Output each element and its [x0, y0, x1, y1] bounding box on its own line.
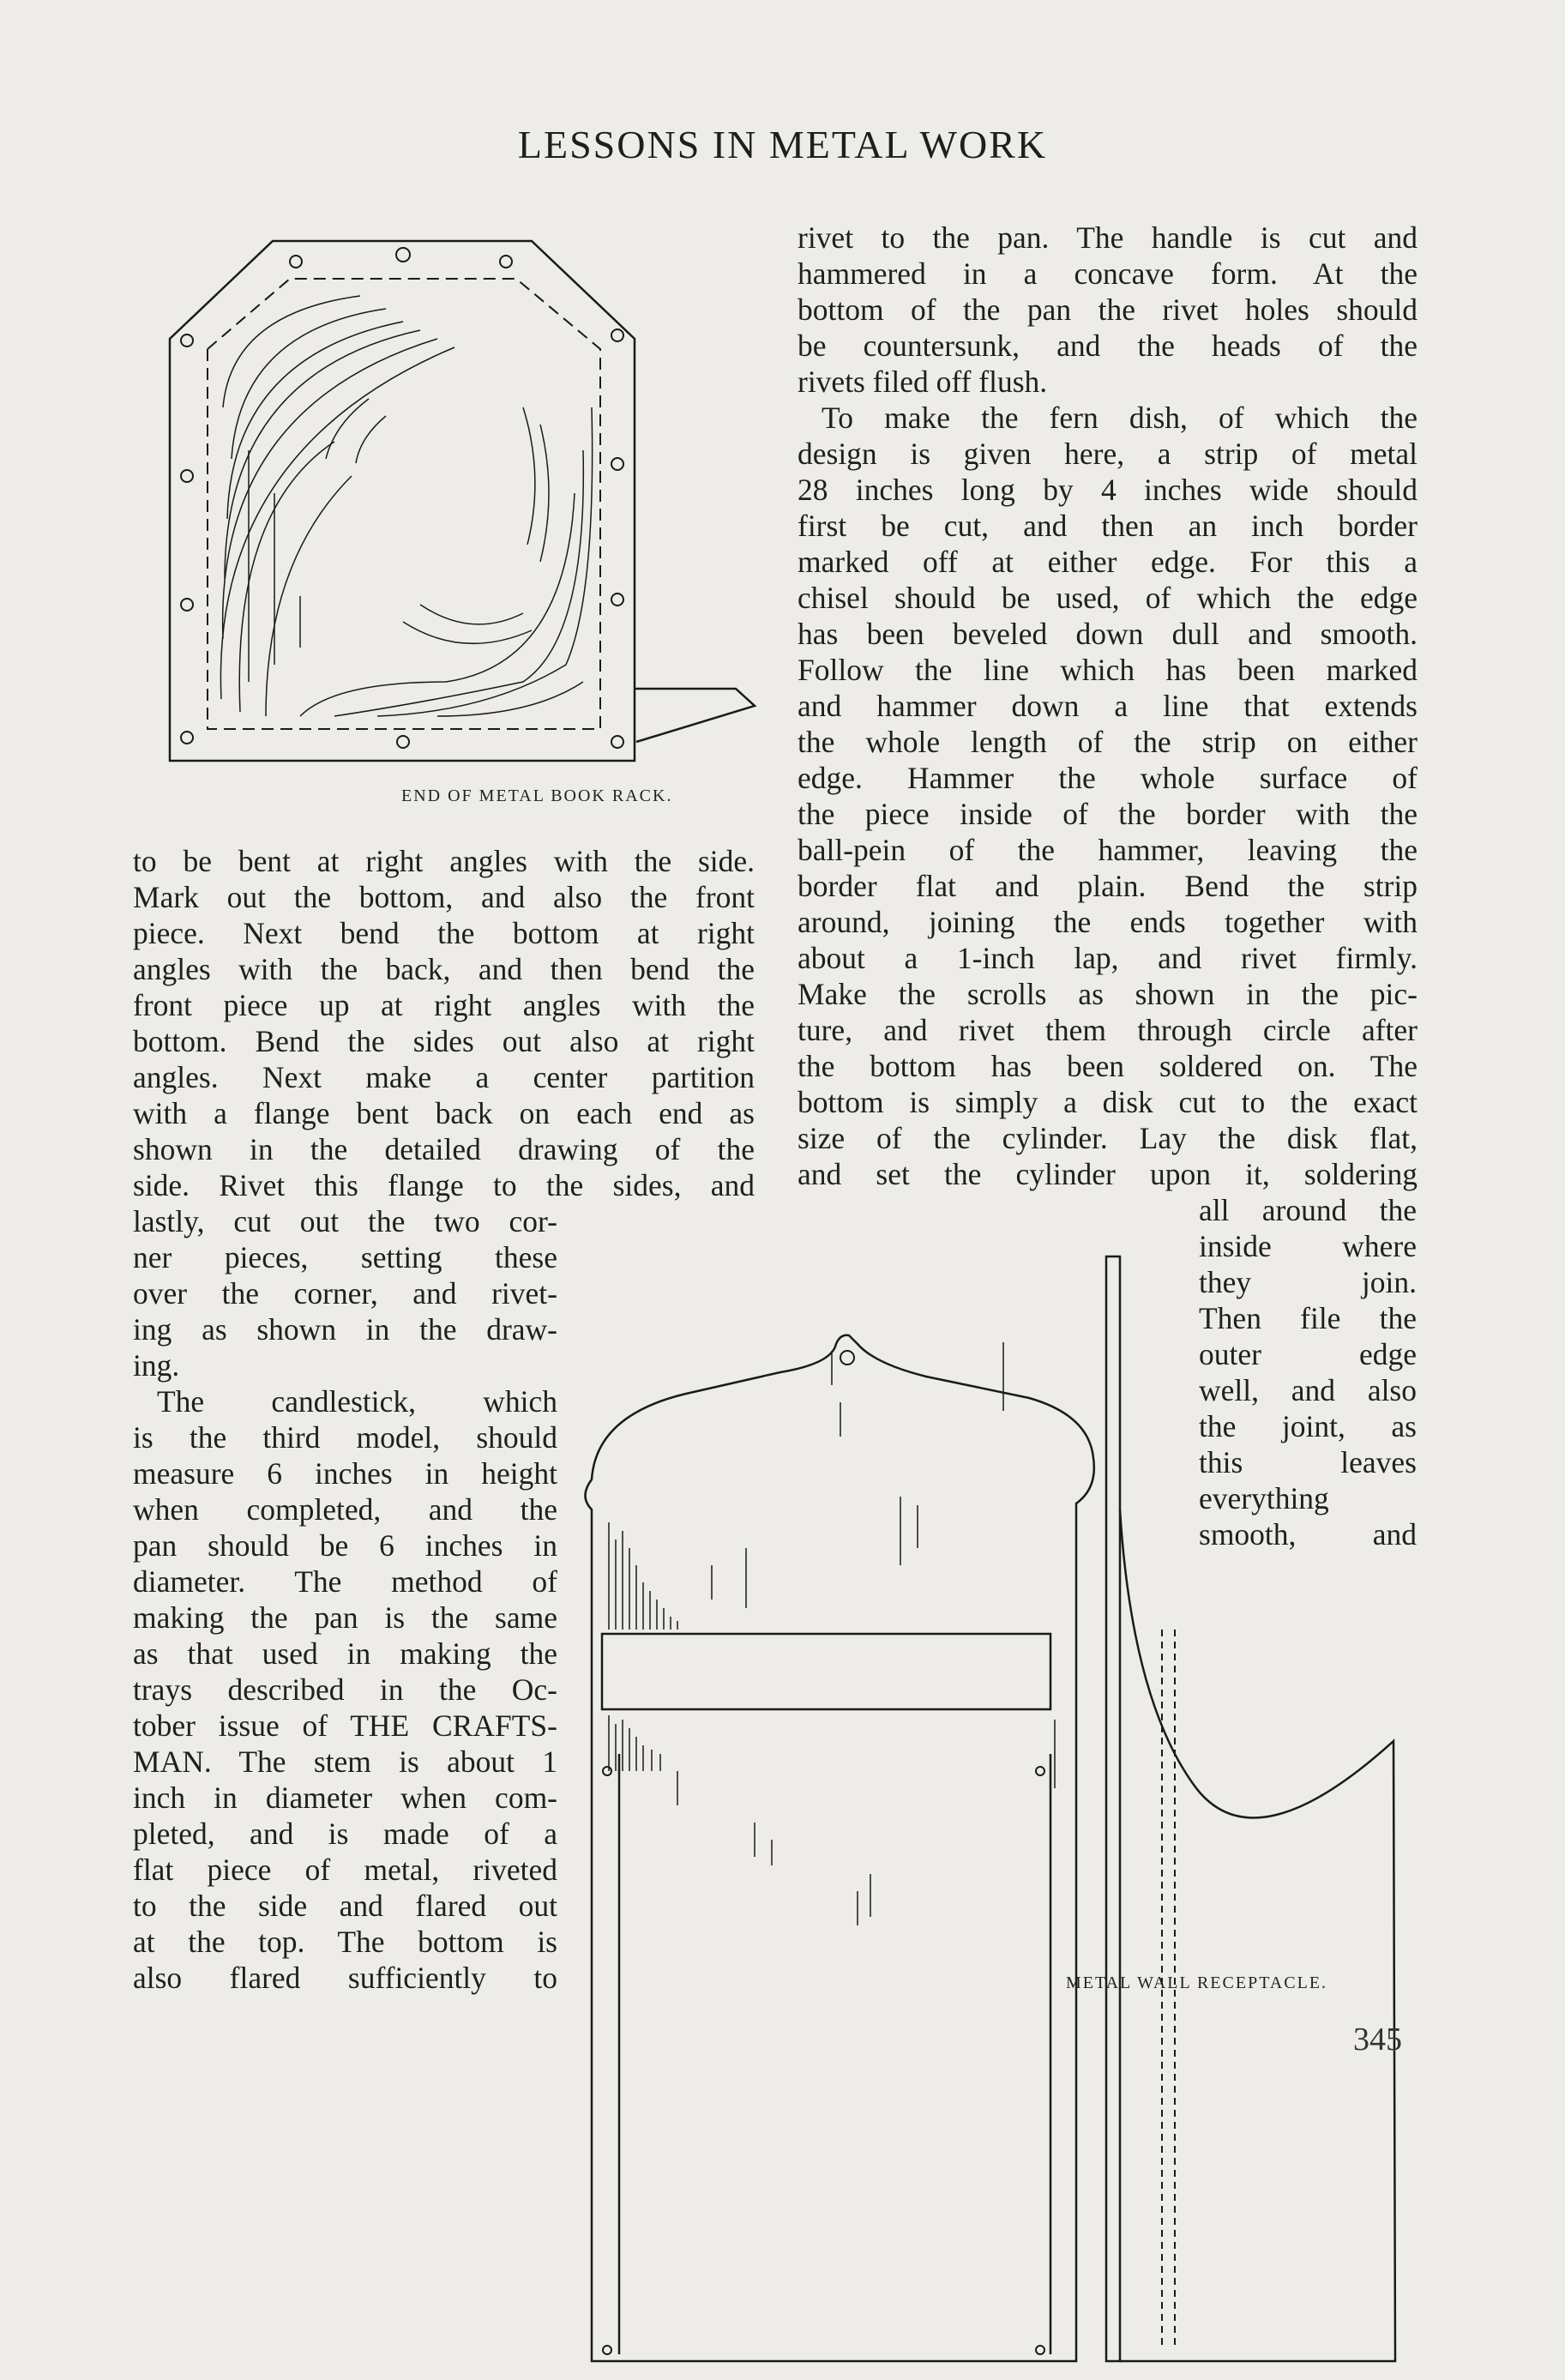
text-line: ing.	[133, 1348, 180, 1383]
wall-receptacle-front-and-side	[575, 1239, 1415, 2380]
text-line: chisel should be used, of which the edge	[798, 581, 1418, 615]
text-line: smooth, and	[1199, 1517, 1417, 1552]
text-line: diameter. The method of	[133, 1564, 557, 1599]
text-line: bottom is simply a disk cut to the exact	[798, 1085, 1418, 1119]
page-title: LESSONS IN METAL WORK	[517, 123, 1048, 166]
text-line: bottom. Bend the sides out also at right	[133, 1024, 755, 1058]
text-line: ing as shown in the draw-	[133, 1312, 557, 1347]
text-line: rivets filed off flush.	[798, 365, 1048, 399]
text-line: making the pan is the same	[133, 1600, 557, 1635]
text-line: front piece up at right angles with the	[133, 988, 755, 1022]
text-line: ner pieces, setting these	[133, 1240, 557, 1274]
text-line: piece. Next bend the bottom at right	[133, 916, 755, 950]
text-line: marked off at either edge. For this a	[798, 545, 1418, 579]
text-line: about a 1-inch lap, and rivet firmly.	[798, 941, 1418, 975]
book-rack-figure	[163, 236, 763, 768]
page-number: 345	[1353, 2021, 1402, 2058]
text-line: this leaves	[1199, 1445, 1417, 1479]
text-line: also flared sufficiently to	[133, 1961, 557, 1995]
text-line: around, joining the ends together with	[798, 905, 1418, 939]
text-line: all around the	[1199, 1193, 1417, 1227]
text-line: MAN. The stem is about 1	[133, 1744, 557, 1779]
wall-receptacle-figure-main	[575, 1239, 1415, 2380]
text-line: size of the cylinder. Lay the disk flat,	[798, 1121, 1418, 1155]
text-line: everything	[1199, 1481, 1329, 1515]
text-line: lastly, cut out the two cor-	[133, 1204, 557, 1238]
text-line: bottom of the pan the rivet holes should	[798, 292, 1418, 327]
text-line: ball-pein of the hammer, leaving the	[798, 833, 1418, 867]
text-line: well, and also	[1199, 1373, 1417, 1407]
text-line: Mark out the bottom, and also the front	[133, 880, 755, 914]
text-line: angles with the back, and then bend the	[133, 952, 755, 986]
text-line: to the side and flared out	[133, 1889, 557, 1923]
text-line: flat piece of metal, riveted	[133, 1853, 557, 1887]
text-line: outer edge	[1199, 1337, 1417, 1371]
text-line: the joint, as	[1199, 1409, 1417, 1443]
text-line: to be bent at right angles with the side.	[133, 844, 755, 878]
text-line: as that used in making the	[133, 1636, 557, 1671]
book-rack-drawing	[163, 236, 763, 768]
text-line: is the third model, should	[133, 1420, 557, 1455]
text-line: at the top. The bottom is	[133, 1925, 557, 1959]
book-rack-caption: END OF METAL BOOK RACK.	[401, 786, 673, 805]
text-line: when completed, and the	[133, 1492, 557, 1527]
text-line: pan should be 6 inches in	[133, 1528, 557, 1563]
text-line: the piece inside of the border with the	[798, 797, 1418, 831]
text-line: over the corner, and rivet-	[133, 1276, 557, 1311]
text-line: and set the cylinder upon it, soldering	[798, 1157, 1418, 1191]
text-line: they join.	[1199, 1265, 1417, 1299]
text-line: border flat and plain. Bend the strip	[798, 869, 1418, 903]
text-line: To make the fern dish, of which the	[822, 401, 1418, 435]
text-line: first be cut, and then an inch border	[798, 509, 1418, 543]
text-line: rivet to the pan. The handle is cut and	[798, 220, 1418, 255]
text-line: Then file the	[1199, 1301, 1417, 1335]
left-column-narrow-text	[133, 1203, 557, 1996]
text-line: design is given here, a strip of metal	[798, 437, 1418, 471]
text-line: The candlestick, which	[157, 1384, 557, 1419]
text-line: side. Rivet this flange to the sides, and	[133, 1168, 755, 1202]
text-line: has been beveled down dull and smooth.	[798, 617, 1418, 651]
text-line: ture, and rivet them through circle after	[798, 1013, 1418, 1047]
wall-receptacle-caption: METAL WALL RECEPTACLE.	[1066, 1973, 1328, 1992]
text-line: shown in the detailed drawing of the	[133, 1132, 755, 1166]
text-line: inch in diameter when com-	[133, 1780, 557, 1815]
text-line: hammered in a concave form. At the	[798, 256, 1418, 291]
text-line: Follow the line which has been marked	[798, 653, 1418, 687]
text-line: Make the scrolls as shown in the pic-	[798, 977, 1418, 1011]
text-line: the whole length of the strip on either	[798, 725, 1418, 759]
right-column-text	[798, 220, 1418, 1192]
text-line: the bottom has been soldered on. The	[798, 1049, 1418, 1083]
text-line: be countersunk, and the heads of the	[798, 328, 1418, 363]
text-line: inside where	[1199, 1229, 1417, 1263]
text-line: with a flange bent back on each end as	[133, 1096, 755, 1130]
text-line: trays described in the Oc-	[133, 1672, 557, 1707]
text-line: pleted, and is made of a	[133, 1817, 557, 1851]
text-line: 28 inches long by 4 inches wide should	[798, 473, 1418, 507]
text-line: tober issue of THE CRAFTS-	[133, 1708, 557, 1743]
text-line: angles. Next make a center partition	[133, 1060, 755, 1094]
text-line: measure 6 inches in height	[133, 1456, 557, 1491]
text-line: and hammer down a line that extends	[798, 689, 1418, 723]
text-line: edge. Hammer the whole surface of	[798, 761, 1418, 795]
left-column-text	[133, 843, 755, 1203]
